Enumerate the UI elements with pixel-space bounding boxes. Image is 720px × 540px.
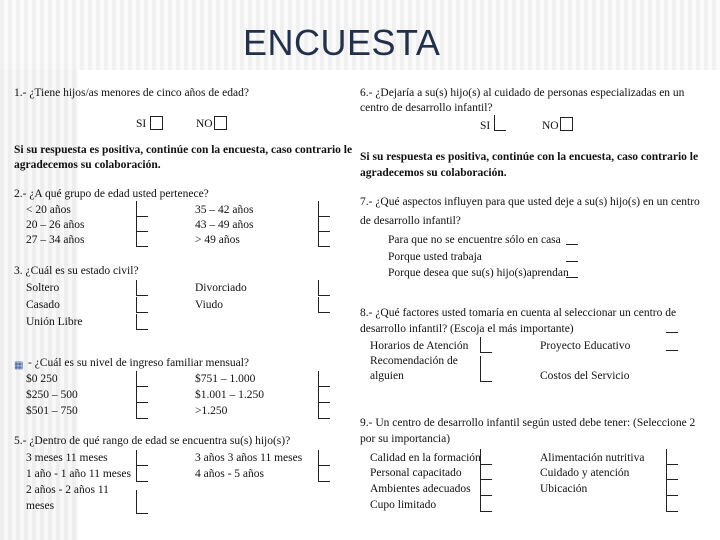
q2-option: 35 – 42 años [195, 204, 254, 216]
question-8-line2: desarrollo infantil? (Escoja el más importante) [360, 323, 574, 335]
q6-no-label: NO [542, 120, 559, 132]
q8-answer-blank[interactable] [666, 350, 678, 351]
q7-option: Porque usted trabaja [388, 251, 482, 263]
q7-answer-blank[interactable] [566, 244, 578, 245]
q3-option: Soltero [26, 282, 60, 294]
q1-note-line2: agradecemos su colaboración. [14, 159, 161, 171]
q4-option: $501 – 750 [26, 405, 78, 417]
q4-checkbox[interactable] [136, 371, 148, 387]
q9-option: Cuidado y atención [540, 467, 630, 479]
question-5: 5.- ¿Dentro de qué rango de edad se encuentra su(s) hijo(s)? [14, 435, 291, 447]
q9-checkbox[interactable] [480, 464, 492, 480]
q4-checkbox[interactable] [136, 403, 148, 419]
q4-checkbox[interactable] [136, 387, 148, 403]
q2-checkbox[interactable] [136, 216, 148, 232]
q4-option: $1.001 – 1.250 [195, 389, 264, 401]
q7-option: Para que no se encuentre sólo en casa [388, 234, 561, 246]
q9-option: Ambientes adecuados [370, 483, 471, 495]
question-7-line1: 7.- ¿Qué aspectos influyen para que usted deje a su(s) hijo(s) en un centro [360, 196, 700, 208]
q5-checkbox[interactable] [318, 466, 330, 482]
question-4: - ¿Cuál es su nivel de ingreso familiar mensual? [28, 357, 249, 369]
question-8-line1: 8.- ¿Qué factores usted tomaría en cuenta al seleccionar un centro de [360, 307, 677, 319]
q5-option: 3 años 3 años 11 meses [195, 452, 303, 464]
q6-no-checkbox[interactable] [560, 117, 573, 131]
q2-option: 27 – 34 años [26, 234, 85, 246]
q9-checkbox[interactable] [666, 449, 678, 465]
q9-checkbox[interactable] [480, 449, 492, 465]
q4-option: $250 – 500 [26, 389, 78, 401]
question-6-line2: centro de desarrollo infantil? [360, 102, 493, 114]
q2-option: 20 – 26 años [26, 219, 85, 231]
q5-checkbox[interactable] [136, 450, 148, 466]
q4-option: $0 250 [26, 373, 58, 385]
q3-checkbox[interactable] [136, 314, 148, 330]
q2-checkbox[interactable] [136, 231, 148, 247]
q2-checkbox[interactable] [318, 231, 330, 247]
q9-checkbox[interactable] [666, 496, 678, 512]
q1-si-checkbox[interactable] [150, 116, 163, 130]
q5-checkbox[interactable] [136, 490, 148, 514]
q9-option: Cupo limitado [370, 499, 437, 511]
question-2: 2.- ¿A qué grupo de edad usted pertenece? [14, 188, 209, 200]
q2-checkbox[interactable] [318, 201, 330, 217]
q6-si-label: SI [480, 120, 491, 132]
q5-checkbox[interactable] [136, 466, 148, 482]
q1-no-checkbox[interactable] [214, 116, 227, 130]
q9-checkbox[interactable] [480, 480, 492, 496]
q8-checkbox[interactable] [480, 356, 492, 382]
q4-checkbox[interactable] [318, 403, 330, 419]
q8-answer-blank[interactable] [666, 332, 678, 333]
q2-option: 43 – 49 años [195, 219, 254, 231]
q9-checkbox[interactable] [480, 496, 492, 512]
q3-option: Unión Libre [26, 316, 83, 328]
question-9-line1: 9.- Un centro de desarrollo infantil según usted debe tener: (Seleccione 2 [360, 417, 696, 429]
q1-si-label: SI [136, 118, 147, 130]
q8-option: Costos del Servicio [540, 370, 630, 382]
q4-checkbox[interactable] [318, 387, 330, 403]
page-title: ENCUESTA [243, 22, 441, 63]
q5-option: meses [26, 500, 55, 512]
q9-option: Personal capacitado [370, 467, 462, 479]
q3-option: Viudo [195, 299, 224, 311]
q9-checkbox[interactable] [666, 480, 678, 496]
q6-si-checkbox[interactable] [494, 115, 506, 131]
q3-checkbox[interactable] [136, 297, 148, 313]
q1-note-line1: Si su respuesta es positiva, continúe con la encuesta, caso contrario le [14, 144, 353, 156]
q5-option: 4 años - 5 años [195, 468, 264, 480]
q3-option: Divorciado [195, 282, 247, 294]
q8-option: Recomendación de [370, 355, 458, 367]
q4-option: >1.250 [195, 405, 228, 417]
document-icon: ▦ [14, 360, 24, 371]
q6-note-line2: agradecemos su colaboración. [360, 167, 507, 179]
q8-option: alguien [370, 370, 404, 382]
q5-option: 2 años - 2 años 11 [26, 484, 109, 496]
q5-checkbox[interactable] [318, 450, 330, 466]
q7-answer-blank[interactable] [566, 277, 578, 278]
q8-option: Horarios de Atención [370, 340, 469, 352]
question-9-line2: por su importancia) [360, 433, 451, 445]
q2-option: < 20 años [26, 204, 71, 216]
q3-option: Casado [26, 299, 60, 311]
q2-checkbox[interactable] [136, 201, 148, 217]
question-3: 3. ¿Cuál es su estado civil? [14, 265, 139, 277]
q4-checkbox[interactable] [318, 371, 330, 387]
q7-option: Porque desea que su(s) hijo(s)aprendan [388, 267, 569, 279]
q9-option: Ubicación [540, 483, 588, 495]
q3-checkbox[interactable] [318, 280, 330, 296]
q9-option: Alimentación nutritiva [540, 452, 645, 464]
q5-option: 1 año - 1 año 11 meses [26, 468, 131, 480]
question-1: 1.- ¿Tiene hijos/as menores de cinco años de edad? [14, 87, 249, 99]
q2-option: > 49 años [195, 234, 240, 246]
question-6-line1: 6.- ¿Dejaría a su(s) hijo(s) al cuidado de personas especializadas en un [360, 87, 685, 99]
q3-checkbox[interactable] [136, 280, 148, 296]
q9-option: Calidad en la formación [370, 452, 481, 464]
q5-option: 3 meses 11 meses [26, 452, 108, 464]
q6-note-line1: Si su respuesta es positiva, continúe con la encuesta, caso contrario le [360, 151, 699, 163]
q3-checkbox[interactable] [318, 297, 330, 313]
question-7-line2: de desarrollo infantil? [360, 215, 461, 227]
q9-checkbox[interactable] [666, 464, 678, 480]
q7-answer-blank[interactable] [566, 261, 578, 262]
q8-checkbox[interactable] [480, 337, 492, 353]
q4-option: $751 – 1.000 [195, 373, 256, 385]
q2-checkbox[interactable] [318, 216, 330, 232]
q8-option: Proyecto Educativo [540, 340, 631, 352]
q1-no-label: NO [196, 118, 213, 130]
